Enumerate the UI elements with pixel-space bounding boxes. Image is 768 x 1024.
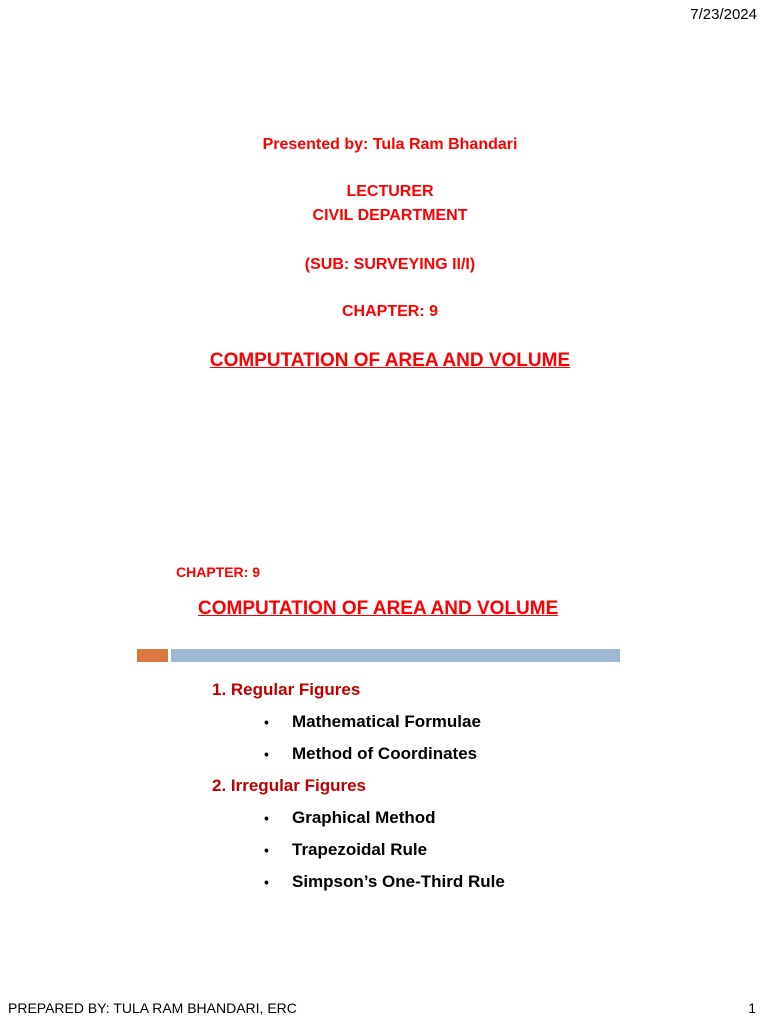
list-item-label: Trapezoidal Rule: [292, 840, 428, 859]
footer-prepared-by: PREPARED BY: TULA RAM BHANDARI, ERC: [8, 1000, 297, 1016]
slide-divider-bar: [171, 649, 620, 662]
department: CIVIL DEPARTMENT: [312, 207, 468, 224]
subject: (SUB: SURVEYING II/I): [304, 256, 476, 273]
list-item: [264, 744, 477, 764]
slide-title: COMPUTATION OF AREA AND VOLUME: [198, 598, 559, 619]
bullet-icon: •: [264, 746, 269, 762]
list-item-label: Graphical Method: [292, 808, 436, 827]
presented-by: Presented by: Tula Ram Bhandari: [262, 136, 518, 153]
list-item: [264, 872, 505, 892]
list-item: [264, 808, 436, 828]
list-item: [264, 712, 481, 732]
bullet-icon: •: [264, 714, 269, 730]
chapter-label: CHAPTER: 9: [341, 303, 438, 320]
section-heading-regular: 1. Regular Figures: [212, 680, 361, 699]
list-item-label: Method of Coordinates: [292, 744, 478, 763]
slide-chapter-label: CHAPTER: 9: [176, 564, 261, 580]
section-heading-irregular: 2. Irregular Figures: [212, 776, 366, 795]
list-item-label: Simpson’s One-Third Rule: [292, 872, 505, 891]
bullet-icon: •: [264, 842, 269, 858]
list-item: [264, 840, 427, 860]
bullet-icon: •: [264, 810, 269, 826]
bullet-icon: •: [264, 874, 269, 890]
list-item-label: Mathematical Formulae: [292, 712, 481, 731]
page-date: 7/23/2024: [690, 6, 757, 23]
page-number: 1: [748, 1000, 756, 1016]
document-title: COMPUTATION OF AREA AND VOLUME: [209, 350, 571, 371]
slide-accent-bar: [137, 649, 168, 662]
designation: LECTURER: [346, 183, 434, 200]
